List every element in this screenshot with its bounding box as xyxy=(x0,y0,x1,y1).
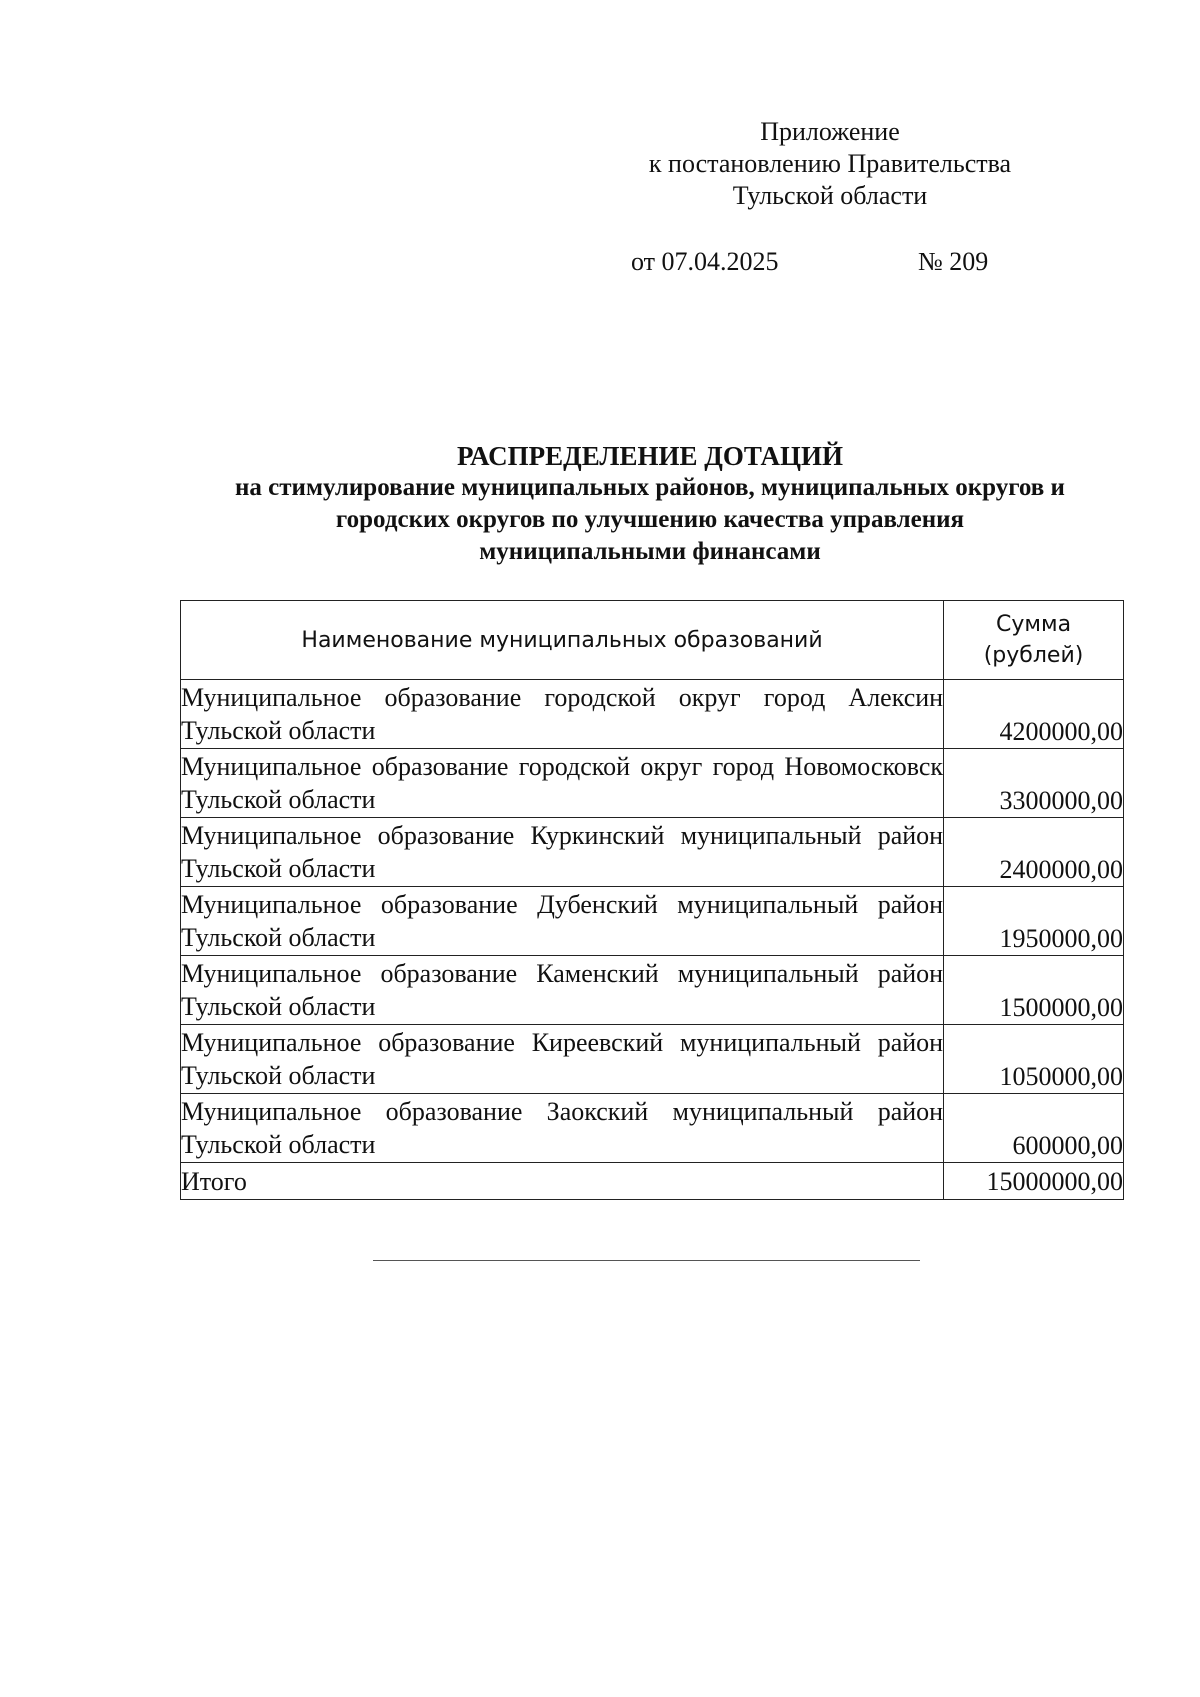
total-amount: 15000000,00 xyxy=(944,1163,1124,1200)
municipality-name: Муниципальное образование городской округ город Новомосковск Тульской области xyxy=(181,749,944,818)
subsidy-amount: 4200000,00 xyxy=(944,680,1124,749)
municipality-name: Муниципальное образование Куркинский муниципальный район Тульской области xyxy=(181,818,944,887)
municipality-name: Муниципальное образование Киреевский муниципальный район Тульской области xyxy=(181,1025,944,1094)
municipality-name: Муниципальное образование Дубенский муниципальный район Тульской области xyxy=(181,887,944,956)
table-row xyxy=(181,1094,1124,1163)
title-subtitle-line: городских округов по улучшению качества управления xyxy=(335,506,965,533)
title-subtitle-line: муниципальными финансами xyxy=(479,538,821,565)
table-row xyxy=(181,887,1124,956)
column-header-sum xyxy=(944,601,1124,680)
appendix-title: Приложение xyxy=(760,117,900,146)
appendix-reference: к постановлению Правительства xyxy=(648,149,1012,178)
table-row xyxy=(181,1025,1124,1094)
title-main: РАСПРЕДЕЛЕНИЕ ДОТАЦИЙ xyxy=(456,441,844,471)
end-divider xyxy=(373,1260,920,1261)
table-row xyxy=(181,818,1124,887)
document-date: от 07.04.2025 xyxy=(631,247,779,276)
subsidy-amount: 3300000,00 xyxy=(944,749,1124,818)
subsidy-amount: 2400000,00 xyxy=(944,818,1124,887)
table-total-row xyxy=(181,1163,1124,1200)
subsidy-amount: 1500000,00 xyxy=(944,956,1124,1025)
column-header-name: Наименование муниципальных образований xyxy=(181,601,944,680)
column-header-sum-unit: (рублей) xyxy=(983,643,1084,668)
appendix-header xyxy=(600,116,1060,212)
municipality-name: Муниципальное образование городской округ город Алексин Тульской области xyxy=(181,680,944,749)
subsidy-amount: 1050000,00 xyxy=(944,1025,1124,1094)
title-subtitle-line: на стимулирование муниципальных районов, муниципальных округов и xyxy=(235,474,1065,501)
table-header-row xyxy=(181,601,1124,680)
document-number: № 209 xyxy=(918,247,989,276)
column-header-sum-line: Сумма xyxy=(996,612,1072,637)
document-title xyxy=(150,440,1150,568)
municipality-name: Муниципальное образование Каменский муниципальный район Тульской области xyxy=(181,956,944,1025)
subsidy-amount: 1950000,00 xyxy=(944,887,1124,956)
subsidy-amount: 600000,00 xyxy=(944,1094,1124,1163)
municipality-name: Муниципальное образование Заокский муниципальный район Тульской области xyxy=(181,1094,944,1163)
distribution-table xyxy=(180,600,1124,1200)
appendix-region: Тульской области xyxy=(732,181,928,210)
total-label: Итого xyxy=(181,1163,944,1200)
table-row xyxy=(181,680,1124,749)
table-row xyxy=(181,749,1124,818)
table-row xyxy=(181,956,1124,1025)
